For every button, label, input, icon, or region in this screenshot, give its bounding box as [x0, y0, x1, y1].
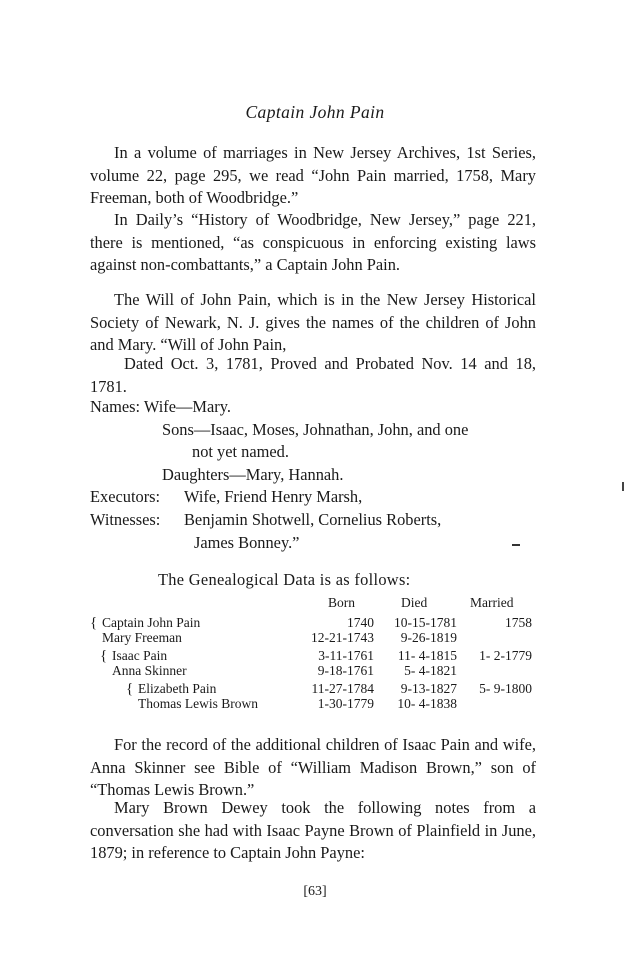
page-title: Captain John Pain [245, 102, 385, 122]
sons-entry: Sons—Isaac, Moses, Johnathan, John, and one [162, 419, 469, 439]
born-date: 11-27-1784 [311, 681, 374, 696]
paragraph-will-dated: Dated Oct. 3, 1781, Proved and Probated Nov. 14 and 18, 1781. [90, 354, 536, 396]
died-date: 5- 4-1821 [404, 662, 457, 678]
couple-brace: { [90, 615, 98, 631]
genealogy-row [90, 682, 540, 697]
born-date: 12-21-1743 [311, 629, 374, 645]
witnesses-row-continued [90, 532, 540, 555]
sons-entry-continued: not yet named. [192, 442, 289, 462]
genealogy-header-row [90, 596, 540, 616]
daughters-row [90, 464, 540, 487]
page-number: [63] [303, 884, 327, 899]
executors-label: Executors: [90, 487, 161, 507]
names-row [90, 396, 540, 419]
genealogy-heading: The Genealogical Data is as follows: [158, 570, 411, 589]
witnesses-label: Witnesses: [90, 509, 161, 529]
witnesses-row [90, 509, 540, 532]
paragraph-daily-history: In Daily’s “History of Woodbridge, New Jersey,” page 221, there is mentioned, “as conspicuous in enforcing existing laws against non-combattants,” a Captain John Pain. [90, 210, 536, 275]
will-names-block [90, 396, 540, 554]
couple-brace: { [100, 648, 108, 664]
witnesses-entry-continued: James Bonney.” [194, 532, 300, 552]
couple-group [90, 649, 540, 678]
ink-mark [512, 544, 520, 546]
married-date: 1758 [505, 615, 532, 630]
died-column-header: Died [401, 595, 428, 610]
genealogy-table [90, 596, 540, 715]
genealogy-row [90, 631, 540, 646]
executors-row [90, 486, 540, 509]
genealogy-row [90, 697, 540, 712]
scan-mark [622, 482, 624, 491]
couple-brace: { [126, 681, 134, 697]
married-date: 5- 9-1800 [479, 681, 532, 696]
couple-group [90, 682, 540, 711]
genealogy-row [90, 616, 540, 631]
died-date: 9-26-1819 [400, 629, 457, 645]
born-date: 3-11-1761 [318, 648, 374, 663]
person-name: Elizabeth Pain [138, 681, 217, 696]
sons-row-continued [90, 441, 540, 464]
genealogy-row [90, 664, 540, 679]
married-column-header: Married [470, 595, 514, 610]
born-column-header: Born [328, 595, 355, 610]
born-date: 9-18-1761 [317, 662, 374, 678]
daughters-entry: Daughters—Mary, Hannah. [162, 464, 344, 484]
born-date: 1-30-1779 [317, 695, 374, 711]
died-date: 11- 4-1815 [397, 648, 457, 663]
genealogy-row [90, 649, 540, 664]
couple-group [90, 616, 540, 645]
person-name: Thomas Lewis Brown [138, 695, 258, 711]
person-name: Anna Skinner [112, 662, 187, 678]
person-name: Captain John Pain [102, 615, 201, 630]
person-name: Mary Freeman [102, 629, 182, 645]
died-date: 10-15-1781 [394, 615, 457, 630]
died-date: 9-13-1827 [400, 681, 457, 696]
married-date: 1- 2-1779 [479, 648, 532, 663]
paragraph-additional-children: For the record of the additional children of Isaac Pain and wife, Anna Skinner see Bible of “William Madison Brown,” son of “Thomas Lewis Brown.” [90, 735, 536, 800]
person-name: Isaac Pain [112, 648, 168, 663]
born-date: 1740 [347, 615, 374, 630]
paragraph-conversation-notes: Mary Brown Dewey took the following notes from a conversation she had with Isaac Payne Brown of Plainfield in June, 1879; in reference to Captain John Payne: [90, 798, 536, 863]
sons-row [90, 419, 540, 442]
names-label: Names: [90, 397, 141, 416]
paragraph-will-intro: The Will of John Pain, which is in the New Jersey Historical Society of Newark, N. J. gives the names of the children of John and Mary. “Will of John Pain, [90, 290, 536, 355]
paragraph-marriage-record: In a volume of marriages in New Jersey Archives, 1st Series, volume 22, page 295, we read “John Pain married, 1758, Mary Freeman, both of Woodbridge.” [90, 143, 536, 208]
died-date: 10- 4-1838 [397, 695, 457, 711]
executors-entry: Wife, Friend Henry Marsh, [184, 487, 363, 507]
wife-entry: Wife—Mary. [143, 397, 231, 416]
witnesses-entry: Benjamin Shotwell, Cornelius Roberts, [184, 509, 442, 529]
